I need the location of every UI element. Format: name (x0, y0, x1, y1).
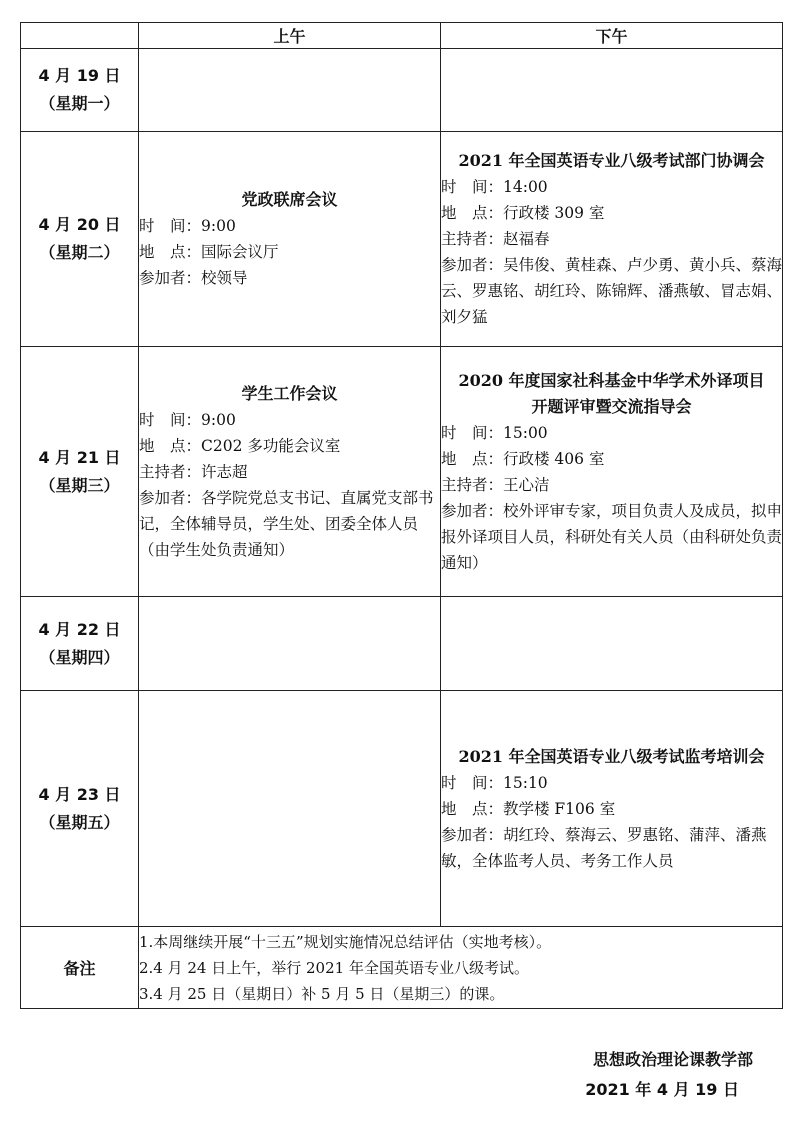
meeting-place: 地 点：国际会议厅 (139, 243, 279, 261)
wednesday-morning (139, 347, 441, 597)
notes-row (21, 927, 783, 1009)
meeting-time: 时 间：9:00 (139, 410, 236, 429)
meeting-place: 地 点：C202 多功能会议室 (139, 436, 341, 455)
note-item: 2.4 月 24 日上午，举行 2021 年全国英语专业八级考试。 (139, 958, 529, 977)
date-cell (21, 132, 139, 347)
date-cell (21, 691, 139, 927)
wednesday-afternoon (441, 347, 783, 597)
meeting-title: 2021 年全国英语专业八级考试监考培训会 (458, 746, 765, 766)
weekday: （星期二） (39, 243, 120, 262)
afternoon-header: 下午 (441, 23, 783, 49)
meeting-place: 地 点：行政楼 309 室 (441, 204, 605, 222)
day-row-friday (21, 691, 783, 927)
weekday: （星期四） (39, 647, 120, 667)
meeting-attendees: 参加者：校领导 (139, 269, 248, 287)
meeting-time: 时 间：15:10 (441, 773, 548, 792)
friday-morning (139, 691, 441, 927)
meeting-title: 2020 年度国家社科基金中华学术外译项目 (458, 370, 765, 390)
weekday: （星期五） (39, 812, 120, 832)
date: 4 月 23 日 (38, 784, 121, 804)
day-row-thursday (21, 597, 783, 691)
corner-cell (21, 23, 139, 49)
morning-header: 上午 (139, 23, 441, 49)
meeting-attendees: 参加者：吴伟俊、黄桂森、卢少勇、黄小兵、蔡海云、罗惠铭、胡红玲、陈锦辉、潘燕敏、冒志娟、刘夕猛 (441, 256, 783, 326)
day-row-tuesday (21, 132, 783, 347)
day-row-wednesday (21, 347, 783, 597)
meeting-attendees: 参加者：校外评审专家，项目负责人及成员，拟申报外译项目人员，科研处有关人员（由科研处负责通知） (441, 501, 783, 572)
header-row (21, 23, 783, 49)
tuesday-morning (139, 132, 441, 347)
meeting-host: 主持者：许志超 (139, 462, 248, 481)
notes-content (139, 927, 783, 1009)
thursday-afternoon (441, 597, 783, 691)
monday-afternoon (441, 49, 783, 132)
date: 4 月 22 日 (38, 619, 121, 639)
notes-label: 备注 (21, 927, 139, 1009)
meeting-time: 时 间：9:00 (139, 217, 236, 235)
footer-date: 2021 年 4 月 19 日 (585, 1080, 739, 1099)
meeting-place: 地 点：行政楼 406 室 (441, 449, 605, 468)
meeting-title: 学生工作会议 (241, 383, 338, 403)
weekday: （星期三） (39, 475, 120, 495)
date: 4 月 21 日 (38, 447, 121, 467)
date-cell (21, 597, 139, 691)
note-item: 3.4 月 25 日（星期日）补 5 月 5 日（星期三）的课。 (139, 984, 505, 1003)
friday-afternoon (441, 691, 783, 927)
note-item: 1.本周继续开展“十三五”规划实施情况总结评估（实地考核）。 (139, 932, 552, 951)
date-cell (21, 49, 139, 132)
meeting-title: 党政联席会议 (241, 190, 338, 209)
meeting-place: 地 点：教学楼 F106 室 (441, 799, 616, 818)
date: 4 月 19 日 (38, 66, 121, 85)
date-cell (21, 347, 139, 597)
meeting-time: 时 间：15:00 (441, 423, 548, 442)
weekday: （星期一） (39, 94, 120, 113)
date: 4 月 20 日 (38, 215, 121, 234)
footer-dept: 思想政治理论课教学部 (592, 1050, 753, 1069)
day-row-monday (21, 49, 783, 132)
meeting-time: 时 间：14:00 (441, 178, 548, 196)
meeting-attendees: 参加者：胡红玲、蔡海云、罗惠铭、蒲萍、潘燕敏，全体监考人员、考务工作人员 (441, 825, 767, 870)
weekly-schedule-table (20, 22, 783, 1009)
meeting-host: 主持者：赵福春 (441, 230, 550, 248)
meeting-subtitle: 开题评审暨交流指导会 (531, 396, 692, 416)
monday-morning (139, 49, 441, 132)
meeting-host: 主持者：王心洁 (441, 475, 550, 494)
thursday-morning (139, 597, 441, 691)
tuesday-afternoon (441, 132, 783, 347)
meeting-attendees: 参加者：各学院党总支书记、直属党支部书记，全体辅导员，学生处、团委全体人员（由学生处负责通知） (139, 488, 434, 559)
meeting-title: 2021 年全国英语专业八级考试部门协调会 (458, 151, 765, 170)
